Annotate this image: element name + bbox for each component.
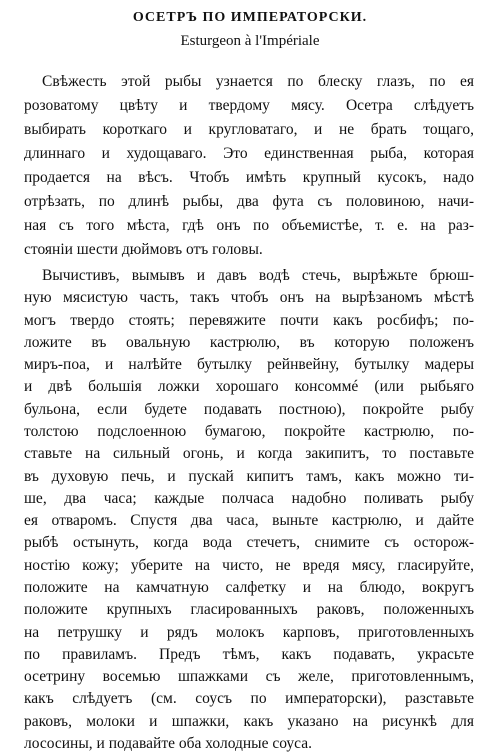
paragraph-2-line: миръ-поа, и налѣйте бутылку рейнвейну, бутылку мадеры [24,356,474,373]
paragraph-2-line: ную мясистую часть, такъ чтобъ онъ на вырѣзаномъ мѣстѣ [24,289,474,306]
paragraph-2-line: ставьте на сильный огонь, и когда закипитъ, то поставьте [24,445,474,462]
paragraph-2-line: лососины, и подавайте оба холодные соуса. [24,735,312,752]
paragraph-1-line: продается на вѣсъ. Чтобъ имѣть крупный кусокъ, надо [24,169,474,186]
paragraph-2-line: по правиламъ. Предъ тѣмъ, какъ подавать, украсьте [24,646,474,663]
paragraph-2-line: на петрушку и рядъ молокъ карповъ, приготовленныхъ [24,624,474,641]
paragraph-2-line: и двѣ большія ложки хорошаго консоммé (или рыбьяго [24,378,474,395]
paragraph-2-line: раковъ, молоки и шпажки, какъ указано на рисункѣ для [24,713,474,730]
paragraph-2-line: ностію кожу; уберите на чисто, не вредя мясу, гласируйте, [24,557,474,574]
paragraph-2-line: какъ слѣдуетъ (см. соусъ по императорски), разставьте [24,690,474,707]
paragraph-1-line: ная съ того мѣста, гдѣ онъ по объемистѣе, т. е. на раз- [24,217,474,234]
paragraph-1-line: отрѣзать, по длинѣ рыбы, два фута съ половиною, начи- [24,193,474,210]
paragraph-2-line: толстою подслоенною бумагою, покройте кастрюлю, по- [24,423,474,440]
recipe-title-french: Esturgeon à l'Impériale [180,33,320,49]
paragraph-2-line: осетрину восемью шпажками съ желе, приготовленнымъ, [24,668,474,685]
paragraph-2-line: ложите въ овальную кастрюлю, въ которую положенъ [24,334,474,351]
paragraph-2-line: положите на камчатную салфетку и на блюдо, вокругъ [24,579,474,596]
paragraph-1-line: стояніи шести дюймовъ отъ головы. [24,241,263,258]
paragraph-2-line: могъ твердо стоять; перевяжите почти какъ росбифъ; по- [24,312,474,329]
recipe-title-russian: ОСЕТРЪ ПО ИМПЕРАТОРСКИ. [132,10,368,25]
paragraph-2-line: ше, два часа; каждые полчаса надобно поливать рыбу [24,490,474,507]
paragraph-1-line: розоватому цвѣту и твердому мясу. Осетра слѣдуетъ [24,97,474,114]
paragraph-1-line: длиннаго и худощаваго. Это единственная рыба, которая [24,145,474,162]
paragraph-1-line: выбирать короткаго и кругловатаго, и не брать тощаго, [24,121,474,138]
paragraph-2-line: бульона, если будете подавать постною), покройте рыбу [24,401,474,418]
paragraph-2-line: ея отваромъ. Спустя два часа, выньте кастрюлю, и дайте [24,512,474,529]
paragraph-2-line: положите крупныхъ гласированныхъ раковъ, положенныхъ [24,601,474,618]
paragraph-2-line: въ духовую печь, и пускай кипитъ тамъ, какъ можно ти- [24,468,474,485]
paragraph-1-line: Свѣжесть этой рыбы узнается по блеску глазъ, по ея [42,73,474,90]
paragraph-2-line: рыбѣ остынуть, когда вода стечетъ, снимите съ осторож- [24,534,474,551]
paragraph-2-line: Вычистивъ, вымывъ и давъ водѣ стечь, вырѣжьте брюш- [42,267,474,284]
